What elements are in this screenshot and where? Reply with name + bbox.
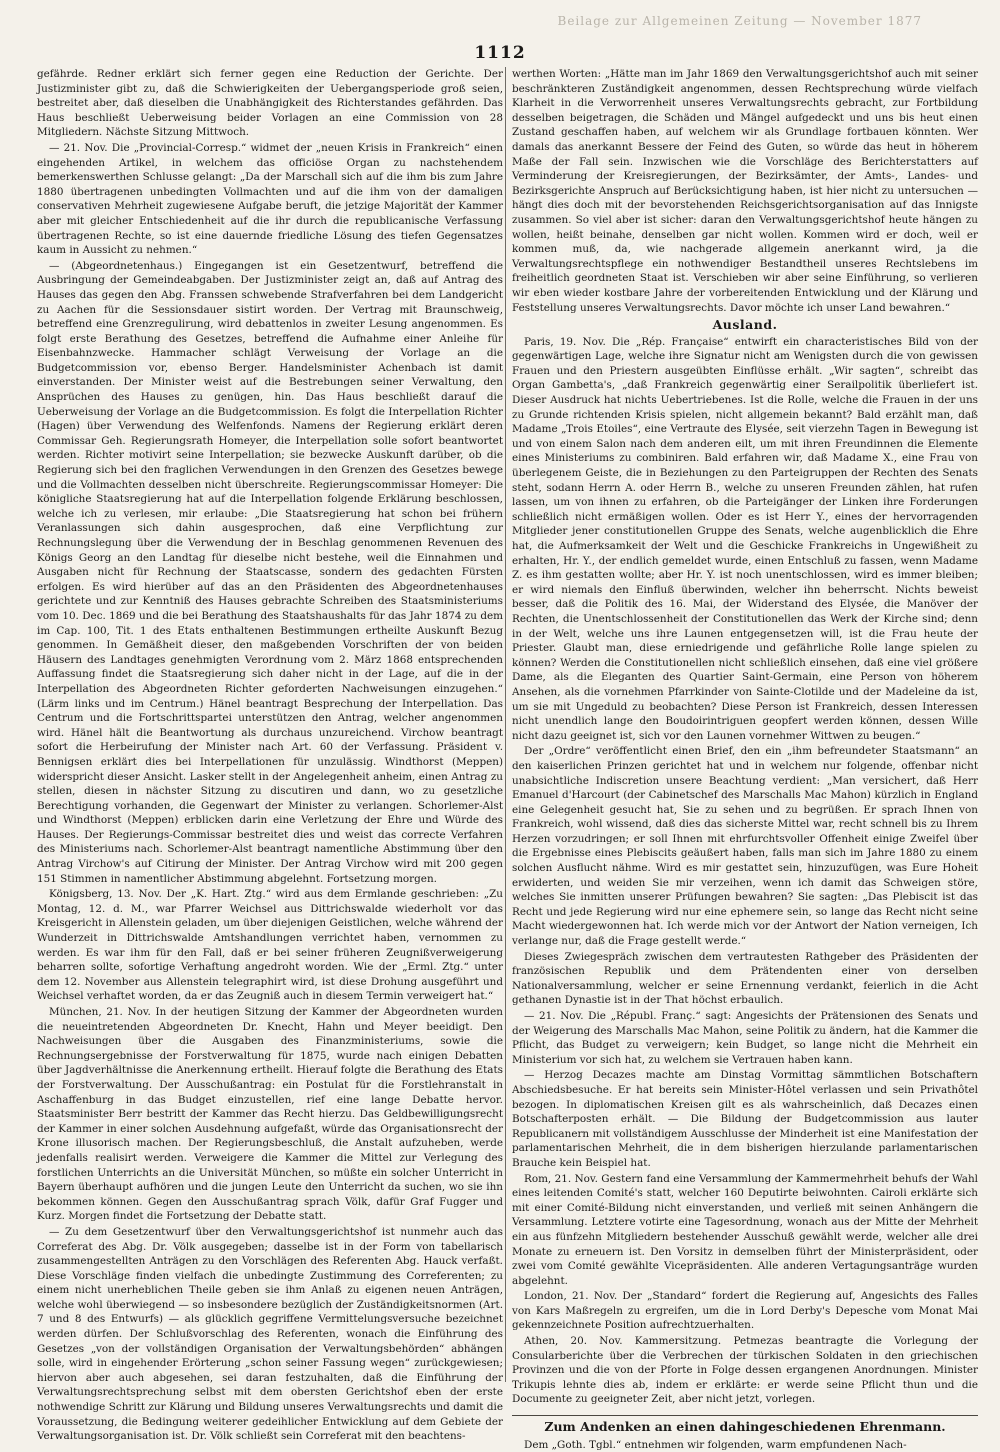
article-paragraph: Dieses Zwiegespräch zwischen dem vertrautesten Rathgeber des Präsidenten der französischen Republik und dem Prätendenten einer von derselben Nationalversammlung, welcher er seine Ernennung verdankt, feierlich in die Acht gethanen Dynastie ist in der That höchst erbaulich.: [512, 950, 978, 1007]
bleed-through-header: Beilage zur Allgemeinen Zeitung — November 1877: [557, 14, 922, 28]
article-paragraph: Athen, 20. Nov. Kammersitzung. Petmezas beantragte die Vorlegung der Consularberichte über die Verbrechen der türkischen Soldaten in den griechischen Provinzen und die von der Pforte in Folge dessen ergangenen Anordnungen. Minister Trikupis lehnte dies ab, indem er erklärte: er werde seine Pflicht thun und die Documente zu geeigneter Zeit, aber nicht jetzt, vorlegen.: [512, 1335, 978, 1406]
section-heading-ausland: Ausland.: [712, 317, 778, 333]
article-paragraph: — 21. Nov. Die „Provincial-Corresp.“ widmet der „neuen Krisis in Frankreich“ einen eingehenden Artikel, in welchem das officiöse Organ zu nachstehendem bemerkenswerthen Schlusse gelangt: „Da der Marschall sich auf die ihm bis zum Jahre 1880 übertragenen unbedingten Vollmachten und auf die ihm von der damaligen conservativen Mehrheit zugewiesene Aufgabe beruft, die jetzige Majorität der Kammer aber mit gleicher Entschiedenheit auf die ihr durch die republicanische Verfassung übertragenen Rechte, so ist eine dauernde friedliche Lösung des tiefen Gegensatzes kaum in Aussicht zu nehmen.“: [37, 141, 503, 257]
memorial-heading: Zum Andenken an einen dahingeschiedenen Ehrenmann.: [544, 1419, 946, 1435]
article-paragraph: Königsberg, 13. Nov. Der „K. Hart. Ztg.“ wird aus dem Ermlande geschrieben: „Zu Montag, 12. d. M., war Pfarrer Weichsel aus Dittrichswalde wiederholt vor das Kreisgericht in Allenstein geladen, um über diejenigen Geistlichen, welche während der Wunderzeit in Dittrichswalde Amtshandlungen verrichtet haben, vernommen zu werden. Es war ihm für den Fall, daß er bei seiner früheren Zeugnißverweigerung beharren sollte, sofortige Verhaftung angedroht worden. Wie der „Erml. Ztg.“ unter dem 12. November aus Allenstein telegraphirt wird, ist diese Drohung ausgeführt und Weichsel verhaftet worden, da er das Zeugniß auch in diesem Termin verweigert hat.“: [37, 888, 503, 1003]
right-column: [512, 67, 978, 1451]
page-number: 1112: [474, 43, 526, 63]
article-paragraph: werthen Worten: „Hätte man im Jahr 1869 den Verwaltungsgerichtshof auch mit seiner beschränkteren Zuständigkeit angenommen, dessen Rechtsprechung würde vielfach Klarheit in die Verworrenheit unseres Verwaltungsrechts gebracht, zur Fortbildung desselben beigetragen, die Schäden und Mängel aufgedeckt und uns bis heut einen Zustand geschaffen haben, auf welchem wir als Grundlage fortbauen könnten. Wer damals das anerkannt Bessere der Feind des Guten, so würde das heut in höherem Maße der Fall sein. Inzwischen wie die Vorschläge des Berichterstatters auf Verminderung der Kreisregierungen, der Bezirksämter, der Amts-, Landes- und Bezirksgerichte Anspruch auf Berücksichtigung haben, ist hier nicht zu untersuchen — hängt dies doch mit der bevorstehenden Reichsgerichtsorganisation auf das Innigste zusammen. So viel aber ist sicher: daran den Verwaltungsgerichtshof heute hängen zu wollen, heißt beinahe, denselben gar nicht wollen. Kommen wird er doch, weil er kommen muß, da, wie nachgerade allgemein anerkannt wird, ja die Verwaltungsrechtspflege ein nothwendiger Bestandtheil unseres Rechtslebens im freiheitlich geordneten Staat ist. Verschieben wir aber seine Einführung, so verlieren wir eben wieder kostbare Jahre der vorbereitenden Entwicklung und der Klärung und Feststellung unseres Verwaltungsrechts. Davor möchte ich unser Land bewahren.“: [512, 68, 978, 314]
article-paragraph: — Zu dem Gesetzentwurf über den Verwaltungsgerichtshof ist nunmehr auch das Correferat des Abg. Dr. Völk ausgegeben; dasselbe ist in der Form von tabellarisch zusammengestellten Anträgen zu den Vorschlägen des Referenten Abg. Hauck verfaßt. Diese Vorschläge finden vielfach die unbedingte Zustimmung des Correferenten; zu einem nicht unerheblichen Theile geben sie ihm Anlaß zu eigenen neuen Anträgen, welche wohl überwiegend — so insbesondere bezüglich der Zuständigkeitsnormen (Art. 7 und 8 des Entwurfs) — als glücklich gegriffene Vermittelungsversuche bezeichnet werden dürfen. Der Schlußvorschlag des Referenten, wonach die Einführung des Gesetzes „von der vollständigen Organisation der Verwaltungsbehörden“ abhängen solle, wird in eingehender Erörterung „schon seiner Fassung wegen“ zurückgewiesen; hiervon aber auch abgesehen, sei daran festzuhalten, daß die Einführung der Verwaltungsrechtsprechung selbst mit dem obersten Gerichtshof eben der erste nothwendige Schritt zur Klärung und Bildung unseres Verwaltungsrechts und damit die Voraussetzung, die Bedingung weiterer gedeihlicher Entwicklung auf dem Gebiete der Verwaltungsorganisation ist. Dr. Völk schließt sein Correferat mit den beachtens-: [37, 1225, 503, 1443]
article-paragraph: München, 21. Nov. In der heutigen Sitzung der Kammer der Abgeordneten wurden die neueintretenden Abgeordneten Dr. Knecht, Hahn und Meyer beeidigt. Den Nachweisungen über die Ausgaben des Finanzministeriums, sowie die Rechnungsergebnisse der Forstverwaltung für 1875, wurde nach einigen Debatten über Jagdverhältnisse die Anerkennung ertheilt. Hierauf folgte die Berathung des Etats der Forstverwaltung. Der Ausschußantrag: ein Postulat für die Forstlehranstalt in Aschaffenburg in das Budget einzustellen, rief eine lange Debatte hervor. Staatsminister Berr bestritt der Kammer das Recht hierzu. Das Geldbewilligungsrecht der Kammer in einer solchen Ausdehnung aufgefaßt, würde das Organisationsrecht der Krone illusorisch machen. Der Regierungsbeschluß, die Anstalt aufzuheben, werde jedenfalls realisirt werden. Verweigere die Kammer die Mittel zur Verlegung des forstlichen Unterrichts an die Universität München, so müßte ein solcher Unterricht in Bayern überhaupt aufhören und die jungen Leute den Unterricht da suchen, wo sie ihn bekommen können. Gegen den Ausschußantrag sprach Völk, dafür Graf Fugger und Kurz. Morgen findet die Fortsetzung der Debatte statt.: [37, 1006, 503, 1223]
article-paragraph: Dem „Goth. Tgbl.“ entnehmen wir folgenden, warm empfundenen Nach-: [524, 1438, 907, 1451]
article-paragraph: Rom, 21. Nov. Gestern fand eine Versammlung der Kammermehrheit behufs der Wahl eines leitenden Comité's statt, welcher 160 Deputirte beiwohnten. Cairoli erklärte sich mit einer Comité-Bildung nicht einverstanden, und verließ mit seinen Anhängern die Versammlung. Letztere votirte eine Tagesordnung, wonach aus der Mitte der Mehrheit ein aus fünfzehn Mitgliedern bestehender Ausschuß gewählt werde, welcher alle drei Monate zu erneuern ist. Den Vorsitz in demselben führt der Ministerpräsident, oder zwei vom Comité gewählte Vicepräsidenten. Alle anderen Vertagungsanträge wurden abgelehnt.: [512, 1172, 978, 1287]
article-paragraph: — Herzog Decazes machte am Dinstag Vormittag sämmtlichen Botschaftern Abschiedsbesuche. Er hat bereits sein Minister-Hôtel verlassen und sein Privathôtel bezogen. In diplomatischen Kreisen gilt es als wahrscheinlich, daß Decazes einen Botschafterposten erhält. — Die Bildung der Budgetcommission aus lauter Republicanern mit vollständigem Ausschlusse der Minderheit ist eine Manifestation der parlamentarischen Mehrheit, die in dem bisherigen hierzulande parlamentarischen Brauche kein Beispiel hat.: [512, 1069, 978, 1169]
article-paragraph: — (Abgeordnetenhaus.) Eingegangen ist ein Gesetzentwurf, betreffend die Ausbringung der Gemeindeabgaben. Der Justizminister zeigt an, daß auf Antrag des Hauses das gegen den Abg. Franssen schwebende Strafverfahren bei dem Landgericht zu Aachen für die Sessionsdauer sistirt worden. Der Vertrag mit Braunschweig, betreffend eine Grenzregulirung, wird debattenlos in zweiter Lesung angenommen. Es folgt erste Berathung des Gesetzes, betreffend die Aufnahme einer Anleihe für Eisenbahnzwecke. Hammacher schlägt Verweisung der Vorlage an die Budgetcommission vor, ebenso Berger. Handelsminister Achenbach ist damit einverstanden. Der Minister weist auf die Bestrebungen seiner Verwaltung, den Ansprüchen des Hauses zu genügen, hin. Das Haus beschließt darauf die Ueberweisung der Vorlage an die Budgetcommission. Es folgt die Interpellation Richter (Hagen) über Verwendung des Welfenfonds. Namens der Regierung erklärt deren Commissar Geh. Regierungsrath Homeyer, die Interpellation solle sofort beantwortet werden. Richter motivirt seine Interpellation; sie bezwecke Auskunft darüber, ob die Regierung sich bei den fraglichen Verwendungen in den Grenzen des Gesetzes bewege und die Vollmachten desselben nicht überschreite. Regierungscommissar Homeyer: Die königliche Staatsregierung hat auf die Interpellation folgende Erklärung beschlossen, welche ich zu verlesen, mir erlaube: „Die Staatsregierung hat schon bei frühern Veranlassungen sich dahin ausgesprochen, daß eine Verpflichtung zur Rechnungslegung über die Verwendung der in Beschlag genommenen Revenuen des Königs Georg an den Landtag für dieselbe nicht bestehe, weil die Einnahmen und Ausgaben nicht für Rechnung der Staatscasse, sondern des gedachten Fürsten erfolgen. Es wird hierüber auf das an den Präsidenten des Abgeordnetenhauses gerichtete und zur Kenntniß des Hauses gebrachte Schreiben des Staatsministeriums vom 10. Dec. 1869 und die bei Berathung des Staatshaushalts für das Jahr 1874 zu dem im Cap. 100, Tit. 1 des Etats enthaltenen Bestimmungen ertheilte Auskunft Bezug genommen. In Gemäßheit dieser, den maßgebenden Vorschriften der von beiden Häusern des Landtages genehmigten Verordnung vom 2. März 1868 entsprechenden Auffassung findet die Staatsregierung sich daher nicht in der Lage, auf die in der Interpellation des Abgeordneten Richter geforderten Nachweisungen einzugehen.“ (Lärm links und im Centrum.) Hänel beantragt Besprechung der Interpellation. Das Centrum und die Fortschrittspartei unterstützen den Antrag, welcher angenommen wird. Hänel hält die Beantwortung als durchaus unzureichend. Virchow beantragt sofort die Herbeirufung der Minister nach Art. 60 der Verfassung. Präsident v. Bennigsen erklärt dies bei Interpellationen für unzulässig. Windthorst (Meppen) widerspricht dieser Ansicht. Lasker stellt in der Angelegenheit anheim, einen Antrag zu stellen, diesen in nächster Sitzung zu discutiren und dann, wo zu gesetzliche Berechtigung vorhanden, die Gegenwart der Minister zu verlangen. Schorlemer-Alst und Windthorst (Meppen) erblicken darin eine Verletzung der Ehre und Würde des Hauses. Der Regierungs-Commissar bestreitet dies und weist das correcte Verfahren des Ministeriums nach. Schorlemer-Alst beantragt namentliche Abstimmung über den Antrag Virchow's auf Citirung der Minister. Der Antrag Virchow wird mit 200 gegen 151 Stimmen in namentlicher Abstimmung abgelehnt. Fortsetzung morgen.: [37, 259, 503, 885]
section-rule: [512, 1415, 978, 1416]
article-paragraph: gefährde. Redner erklärt sich ferner gegen eine Reduction der Gerichte. Der Justizminister gibt zu, daß die Schwierigkeiten der Uebergangsperiode groß seien, bestreitet aber, daß dieselben die Unabhängigkeit des Richterstandes gefährden. Das Haus beschließt Ueberweisung beider Vorlagen an eine Commission von 28 Mitgliedern. Nächste Sitzung Mittwoch.: [37, 68, 503, 139]
left-column: [37, 67, 503, 1443]
column-divider: [505, 67, 506, 1382]
article-paragraph: Der „Ordre“ veröffentlicht einen Brief, den ein „ihm befreundeter Staatsmann“ an den kaiserlichen Prinzen gerichtet hat und in welchem nur folgende, offenbar nicht unabsichtliche Indiscretion unsere Beachtung verdient: „Man versichert, daß Herr Emanuel d'Harcourt (der Cabinetschef des Marschalls Mac Mahon) kürzlich in England eine Gelegenheit gesucht hat, Sie zu sehen und zu begrüßen. Er sprach Ihnen von Frankreich, wohl wissend, daß dies das sicherste Mittel war, recht schnell bis zu Ihrem Herzen vorzudringen; er soll Ihnen mit ehrfurchtsvoller Offenheit einige Zweifel über die Ergebnisse eines Plebiscits geäußert haben, falls man sich im Jahre 1880 zu einem solchen Ausflucht nähme. Wird es mir gestattet sein, hinzuzufügen, was Eure Hoheit erwiderten, und weiden Sie mir verzeihen, wenn ich damit das Schweigen störe, welches Sie inmitten unserer Prüfungen bewahren? Sie sagten: „Das Plebiscit ist das Recht und jede Regierung wird nur eine ephemere sein, so lange das Recht nicht seine Macht wiedergewonnen hat. Ich werde mich vor der Antwort der Nation verneigen, Ich verlange nur, daß die Frage gestellt werde.“: [512, 745, 978, 948]
article-paragraph: Paris, 19. Nov. Die „Rép. Française“ entwirft ein characteristisches Bild von der gegenwärtigen Lage, welche ihre Signatur nicht am Wenigsten durch die von gewissen Frauen und den Priestern ausgeübten Einflüsse erhält. „Wir sagten“, schreibt das Organ Gambetta's, „daß Frankreich gegenwärtig einer Serailpolitik überliefert ist. Dieser Ausdruck hat nichts Uebertriebenes. Ist die Rolle, welche die Frauen in der uns zu Grunde richtenden Krisis spielen, nicht allgemein bekannt? Bald erzählt man, daß Madame „Trois Etoiles“, eine Vertraute des Elysée, seit vierzehn Tagen in Bewegung ist und von einem Salon nach dem anderen eilt, um mit ihren Freundinnen die Elemente eines Ministeriums zu combiniren. Bald erfahren wir, daß Madame X., eine Frau von überlegenem Geiste, die in Beziehungen zu den Parteigruppen der Rechten des Senats steht, sodann Herrn A. oder Herrn B., welche zu unseren Freunden zählen, hat rufen lassen, um von ihnen zu erfahren, ob die Parteigänger der Linken ihre Forderungen schließlich nicht ermäßigen wollen. Oder es ist Herr Y., eines der hervorragenden Mitglieder jener constitutionellen Gruppe des Senats, welche augenblicklich die Ehre hat, die Aufmerksamkeit der Welt und die Geschicke Frankreichs in Ungewißheit zu erhalten, Hr. Y., der endlich gemeldet wurde, einen Entschluß zu fassen, wenn Madame Z. es ihm gestatten wollte; aber Hr. Y. ist noch unentschlossen, wird es immer bleiben; er wird niemals den Einfluß überwinden, welcher ihn beherrscht. Nichts beweist besser, daß die Politik des 16. Mai, der Widerstand des Elysée, die Manöver der Rechten, die Unentschlossenheit der Constitutionellen das Werk der Kirche sind; denn in der Welt, welche uns ihre Launen entgegensetzen will, ist die Frau heute der Priester. Glaubt man, diese erniedrigende und gefährliche Rolle lange spielen zu können? Werden die Constitutionellen nicht schließlich einsehen, daß eine viel größere Dame, als die Eleganten des Quartier Saint-Germain, eine Person von höherem Ansehen, als die vornehmen Pfarrkinder von Sainte-Clotilde und der Madeleine da ist, um sie mit Ungeduld zu beobachten? Diese Person ist Frankreich, dessen Interessen nicht unendlich lange den Boudoirintriguen geopfert werden können, dessen Wille nicht dazu geeignet ist, sich vor den Launen vornehmer Wittwen zu beugen.“: [512, 335, 978, 742]
article-paragraph: — 21. Nov. Die „Républ. Franç.“ sagt: Angesichts der Prätensionen des Senats und der Weigerung des Marschalls Mac Mahon, seine Politik zu ändern, hat die Kammer die Pflicht, das Budget zu verweigern; kein Budget, so lange nicht die Mehrheit ein Ministerium vor sich hat, zu welchem sie Vertrauen haben kann.: [512, 1010, 978, 1066]
article-paragraph: London, 21. Nov. Der „Standard“ fordert die Regierung auf, Angesichts des Falles von Kars Maßregeln zu ergreifen, um die in Lord Derby's Depesche vom Monat Mai gekennzeichnete Position aufrechtzuerhalten.: [512, 1290, 978, 1332]
